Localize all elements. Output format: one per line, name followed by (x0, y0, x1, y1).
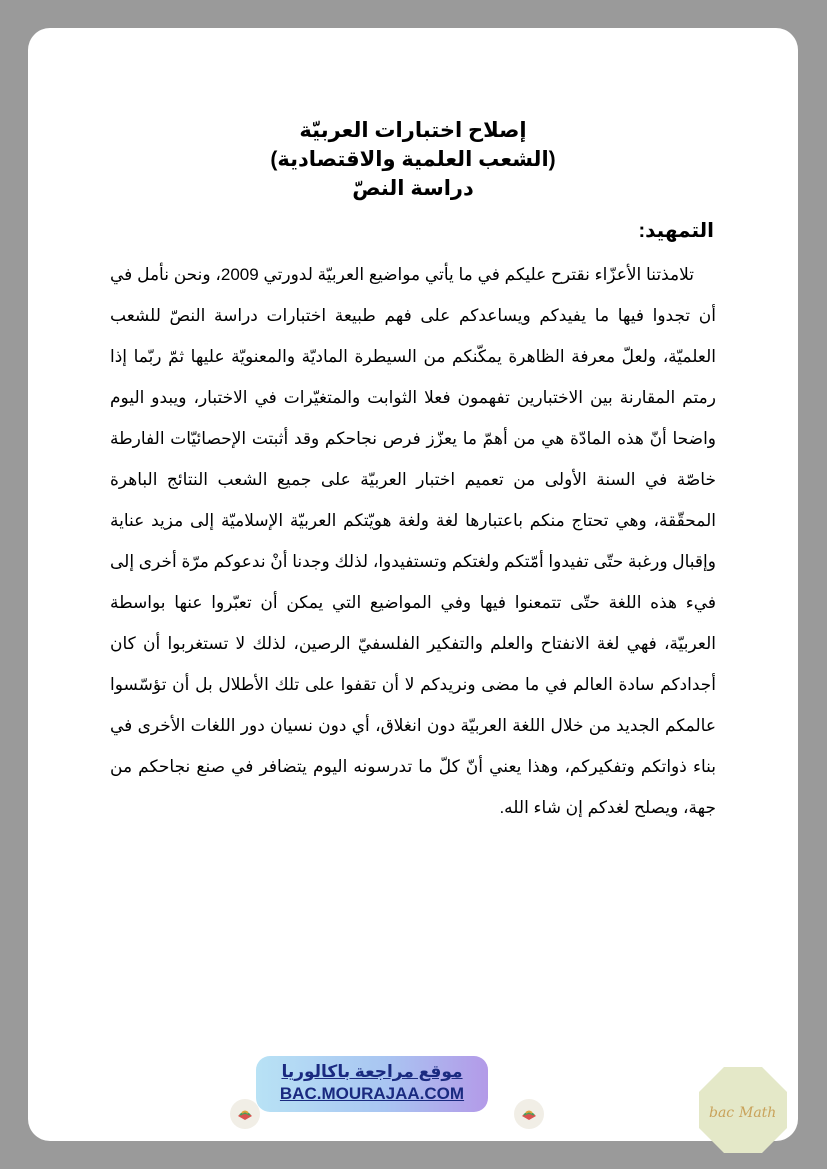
title-block (28, 116, 798, 203)
section-heading: التمهيد: (638, 220, 714, 242)
site-name-ar[interactable]: موقع مراجعة باكالوريا (281, 1062, 463, 1081)
bacmath-logo (697, 1065, 789, 1155)
intro-paragraph: تلامذتنا الأعزّاء نقترح عليكم في ما يأتي مواضيع العربيّة لدورتي 2009، ونحن نأمل في أن تجدوا فيها ما يفيدكم ويساعدكم على فهم طبيعة اختبارات دراسة النصّ للشعب العلميّة، ولعلّ معرفة الظاهرة يمكّنكم من السيطرة الماديّة والمعنويّة عليها ثمّ ربّما إذا رمتم المقارنة بين الاختبارين تفهمون فعلا الثوابت والمتغيّرات في الاختبار، ويبدو اليوم واضحا أنّ هذه المادّة هي من أهمّ ما يعزّز فرص نجاحكم وقد أثبتت الإحصائيّات الفارطة خاصّة في السنة الأولى من تعميم اختبار العربيّة على جميع الشعب النتائج الباهرة المحقّقة، وهي تحتاج منكم باعتبارها لغة ولغة هويّتكم العربيّة الإسلاميّة إلى مزيد عناية وإقبال ورغبة حتّى تفيدوا أمّتكم ولغتكم وتستفيدوا، لذلك وجدنا أنْ ندعوكم مرّة أخرى إلى فيء هذه اللغة حتّى تتمعنوا فيها وفي المواضيع التي يمكن أن تعبّروا عنها بواسطة العربيّة، فهي لغة الانفتاح والعلم والتفكير الفلسفيّ الرصين، لذلك لا تستغربوا أن كان أجدادكم سادة العالم في ما مضى ونريدكم لا أن تقفوا على تلك الأطلال بل أن تؤسّسوا عالمكم الجديد من خلال اللغة العربيّة دون انغلاق، أي دون نسيان دور اللغات الأخرى في بناء ذواتكم وتفكيركم، وهذا يعني أنّ كلّ ما تدرسونه اليوم يتضافر في صنع نجاحكم من جهة، ويصلح لغدكم إن شاء الله. (110, 265, 717, 817)
logo-text-bac: bac (709, 1105, 735, 1121)
main-title: إصلاح اختبارات العربيّة (299, 119, 527, 142)
site-url-link[interactable]: BAC.MOURAJAA.COM (279, 1084, 465, 1103)
site-banner[interactable] (256, 1056, 488, 1112)
logo-text-math: Math (739, 1105, 777, 1121)
document-page (28, 28, 798, 1141)
subtitle-streams: (الشعب العلمية والاقتصادية) (270, 148, 556, 171)
site-logo-icon (514, 1099, 544, 1129)
subtitle-text-study: دراسة النصّ (352, 177, 474, 200)
